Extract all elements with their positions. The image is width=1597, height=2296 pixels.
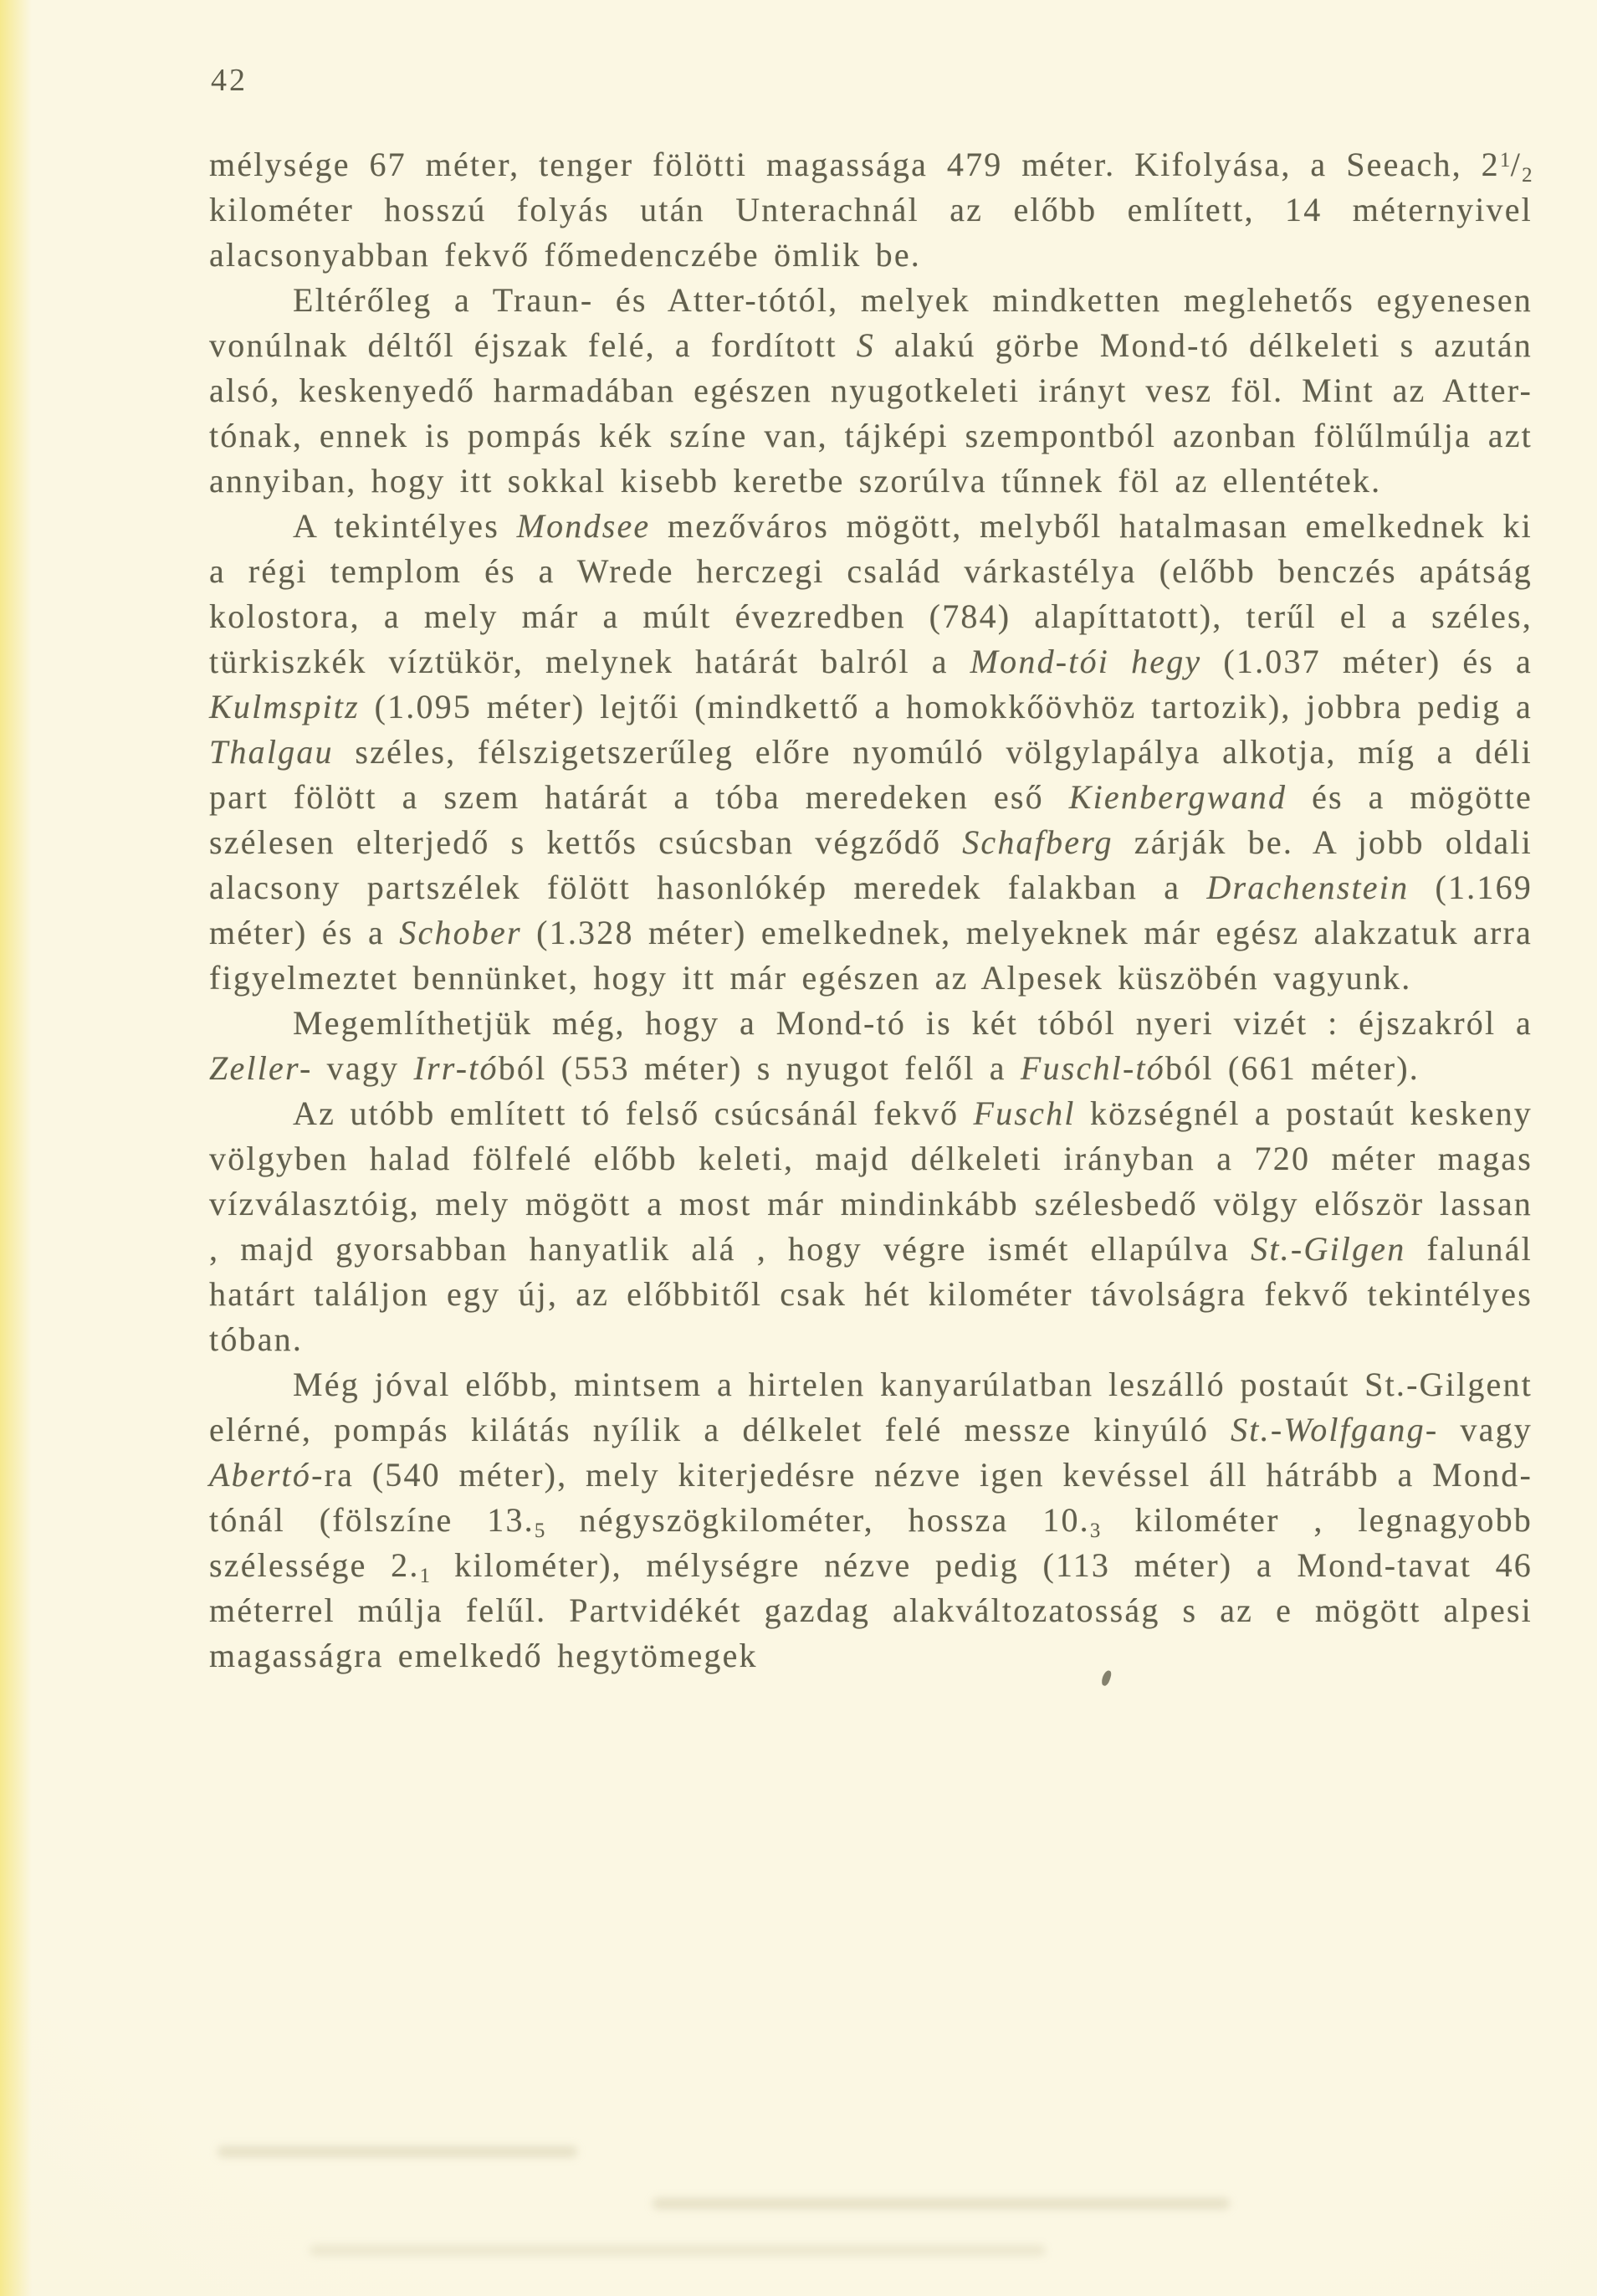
- text-run: (1.095 méter) lejtői (mindkettő a homokkőövhöz tartozik), jobbra pedig a: [359, 688, 1533, 725]
- paragraph: [209, 1001, 1533, 1091]
- text-run: Fuschl-tó: [1020, 1049, 1165, 1087]
- smudge-line: [310, 2245, 1046, 2256]
- text-run: 5: [534, 1519, 545, 1542]
- text-run: vagy: [1438, 1411, 1533, 1448]
- text-run: kilométer hosszú folyás után Unterachnál az előbb említett, 14 méternyivel alacsonyabban fekvő főmedenczébe ömlik be.: [209, 191, 1533, 274]
- text-run: 2: [1522, 163, 1533, 187]
- text-run: kilométer , legnagyobb szélessége 2.: [209, 1501, 1533, 1584]
- paragraph: [209, 142, 1533, 278]
- body-text: [209, 142, 1533, 1678]
- text-run: négyszögkilométer, hossza 10.: [545, 1501, 1090, 1539]
- text-run: 1: [419, 1564, 431, 1587]
- text-run: Schober: [399, 914, 522, 951]
- text-run: mezőváros mögött, melyből hatalmasan emelkednek ki a régi templom és a Wrede herczegi család várkastélya (előbb benczés apátság kolostora, a mely már a múlt évezredben (784) alapíttatott), terűl el a széles, türkiszkék víztükör, melynek határát balról a: [209, 507, 1533, 680]
- text-run: zárják be. A jobb oldali alacsony partszélek fölött hasonlókép meredek falakban a: [209, 823, 1533, 906]
- text-run: és a mögötte szélesen elterjedő s kettős csúcsban végződő: [209, 778, 1533, 861]
- text-run: alakú görbe Mond-tó délkeleti s azután alsó, keskenyedő harmadában egészen nyugotkeleti irányt vesz föl. Mint az Atter-tónak, ennek is pompás kék színe van, tájképi szempontból azonban fölűlmúlja azt annyiban, hogy itt sokkal kisebb keretbe szorúlva tűnnek föl az ellentétek.: [209, 326, 1533, 500]
- text-run: Drachenstein: [1206, 869, 1410, 906]
- text-run: A tekintélyes: [293, 507, 517, 545]
- text-run: mélysége 67 méter, tenger fölötti magassága 479 méter. Kifolyása, a Seeach, 2: [209, 146, 1500, 183]
- text-run: S: [856, 326, 875, 364]
- smudge-line: [653, 2198, 1230, 2209]
- text-run: ból (661 méter).: [1165, 1049, 1420, 1087]
- paragraph: [209, 504, 1533, 1001]
- text-run: (1.328 méter) emelkednek, melyeknek már egész alakzatuk arra figyelmeztet bennünket, hogy itt már egészen az Alpesek küszöbén vagyunk.: [209, 914, 1533, 997]
- text-run: St.-Wolfgang-: [1231, 1411, 1439, 1448]
- text-run: vagy: [312, 1049, 414, 1087]
- text-run: Zeller-: [209, 1049, 313, 1087]
- text-run: Eltérőleg a Traun- és Atter-tótól, melyek mindketten meglehetős egyenesen vonúlnak déltől éjszak felé, a fordított: [209, 281, 1533, 364]
- text-run: Mond-tói hegy: [970, 643, 1202, 680]
- text-run: ból (553 méter) s nyugot felől a: [498, 1049, 1021, 1087]
- paragraph: [209, 1362, 1533, 1678]
- text-run: községnél a postaút keskeny völgyben halad fölfelé előbb keleti, majd délkeleti irányban a 720 méter magas vízválasztóig, mely mögött a most már mindinkább szélesbedő völgy először lassan , majd gyorsabban hanyatlik alá , hogy végre ismét ellapúlva: [209, 1094, 1533, 1268]
- text-run: Schafberg: [962, 823, 1113, 861]
- paragraph: [209, 1091, 1533, 1362]
- text-run: (1.037 méter) és a: [1201, 643, 1533, 680]
- text-run: Kienbergwand: [1068, 778, 1287, 816]
- text-run: 1: [1499, 148, 1511, 172]
- text-run: Kulmspitz: [209, 688, 360, 725]
- text-run: Megemlíthetjük még, hogy a Mond-tó is két tóból nyeri vizét : éjszakról a: [293, 1004, 1533, 1042]
- text-run: St.-Gilgen: [1251, 1230, 1406, 1268]
- smudge-line: [218, 2146, 577, 2157]
- text-run: Thalgau: [209, 733, 334, 771]
- scan-edge-strip: [0, 0, 32, 2296]
- text-run: Irr-tó: [413, 1049, 499, 1087]
- text-run: Abertó: [209, 1456, 312, 1494]
- text-run: Az utóbb említett tó felső csúcsánál fekvő: [293, 1094, 974, 1132]
- page-number: 42: [211, 63, 248, 98]
- text-run: Mondsee: [516, 507, 651, 545]
- paragraph: [209, 278, 1533, 504]
- text-run: /: [1510, 146, 1523, 183]
- text-run: falunál határt találjon egy új, az előbbitől csak hét kilométer távolságra fekvő tekintélyes tóban.: [209, 1230, 1533, 1358]
- text-run: Még jóval előbb, mintsem a hirtelen kanyarúlatban leszálló postaút St.-Gilgent elérné, pompás kilátás nyílik a délkelet felé messze kinyúló: [209, 1366, 1533, 1448]
- show-through-smudge: [218, 2146, 1523, 2280]
- text-run: 3: [1089, 1519, 1101, 1542]
- text-run: kilométer), mélységre nézve pedig (113 méter) a Mond-tavat 46 méterrel múlja felűl. Partvidékét gazdag alakváltozatosság s az e mögött alpesi magasságra emelkedő hegytömegek: [209, 1546, 1533, 1674]
- text-run: (1.169 méter) és a: [209, 869, 1533, 951]
- text-run: Fuschl: [973, 1094, 1076, 1132]
- text-run: -ra (540 méter), mely kiterjedésre nézve igen kevéssel áll hátrább a Mond-tónál (fölszíne 13.: [209, 1456, 1533, 1539]
- text-run: széles, félszigetszerűleg előre nyomúló völgylapálya alkotja, míg a déli part fölött a szem határát a tóba meredeken eső: [209, 733, 1533, 816]
